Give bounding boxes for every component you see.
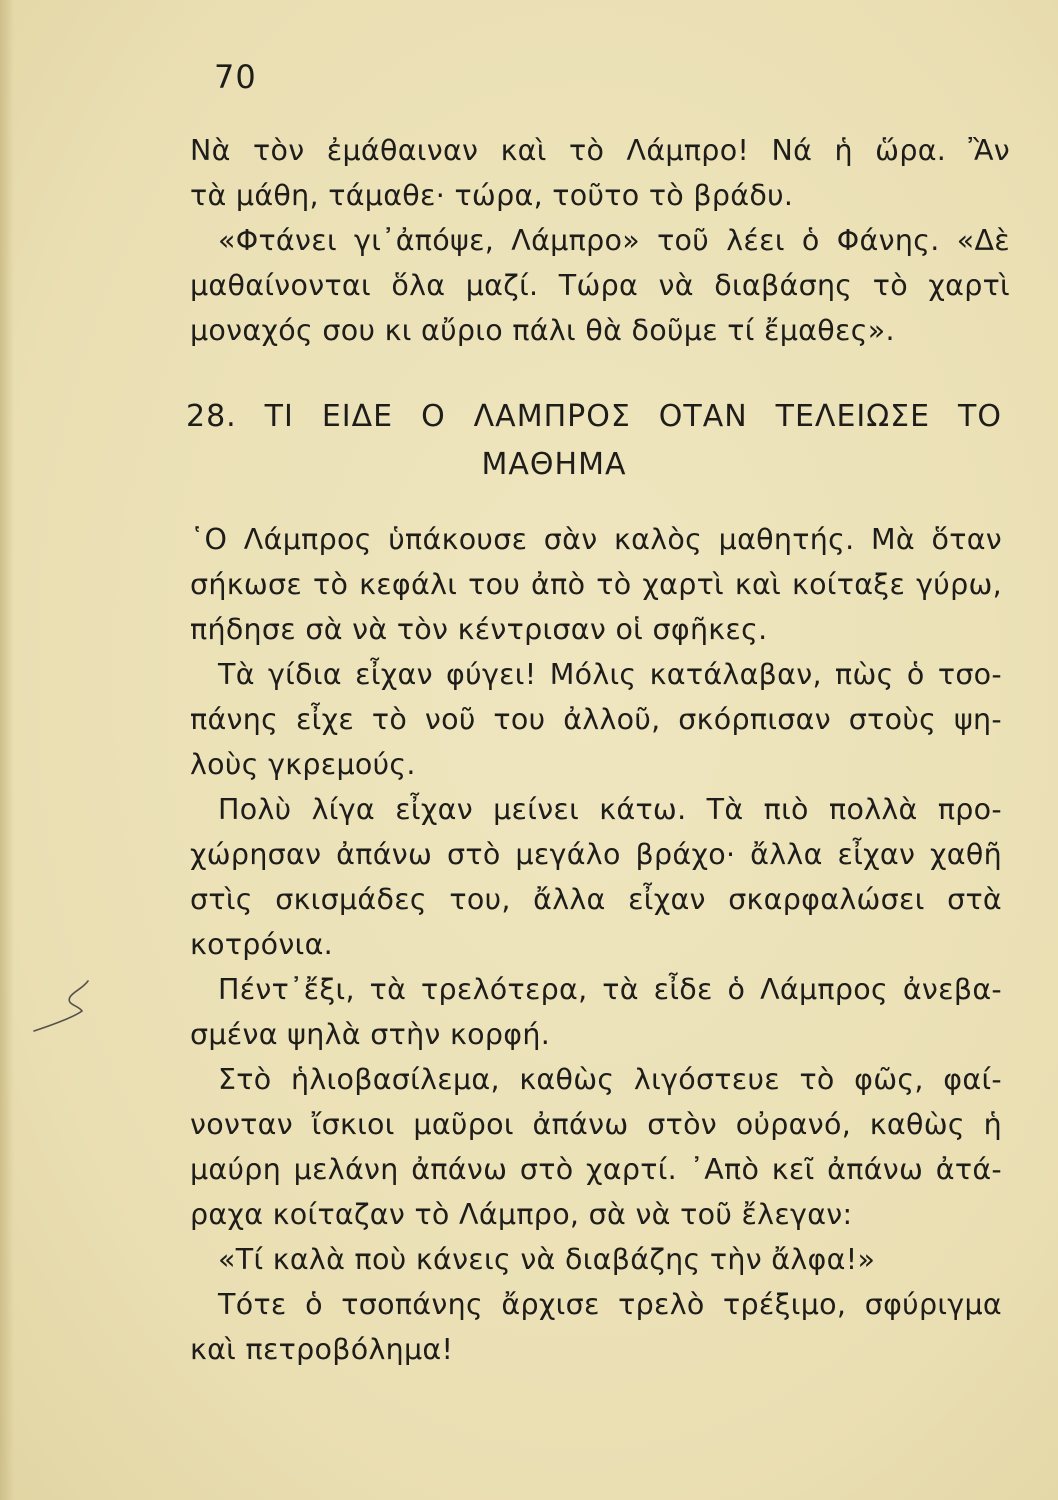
text-line: «Φτάνει γι᾿ἀπόψε, Λάμπρο» τοῦ λέει ὁ Φάνης. «Δὲ <box>218 224 1010 257</box>
text-line: μοναχός σου κι αὔριο πάλι θὰ δοῦμε τί ἔμαθες». <box>190 314 895 347</box>
top-paragraph <box>190 128 1010 353</box>
text-line: σμένα ψηλὰ στὴν κορφή. <box>190 1018 551 1051</box>
text-line: χώρησαν ἀπάνω στὸ μεγάλο βράχο· ἄλλα εἶχαν χαθῆ <box>190 838 1002 871</box>
text-line: «Τί καλὰ ποὺ κάνεις νὰ διαβάζης τὴν ἄλφα!» <box>218 1243 876 1276</box>
text-line: πάνης εἶχε τὸ νοῦ του ἀλλοῦ, σκόρπισαν στοὺς ψη- <box>190 703 1002 736</box>
chapter-heading-line: 28. ΤΙ ΕΙΔΕ Ο ΛΑΜΠΡΟΣ ΟΤΑΝ ΤΕΛΕΙΩΣΕ ΤΟ <box>186 399 1002 434</box>
text-line: καὶ πετροβόλημα! <box>190 1333 454 1366</box>
text-line: τὰ μάθη, τάμαθε· τώρα, τοῦτο τὸ βράδυ. <box>190 179 794 212</box>
text-line: στὶς σκισμάδες του, ἄλλα εἶχαν σκαρφαλώσει στὰ <box>190 883 1002 916</box>
chapter-heading-line: ΜΑΘΗΜΑ <box>481 447 627 482</box>
chapter-heading <box>186 393 1002 489</box>
text-line: Πέντ᾿ἔξι, τὰ τρελότερα, τὰ εἶδε ὁ Λάμπρος ἀνεβα- <box>218 973 1002 1006</box>
text-line: ραχα κοίταζαν τὸ Λάμπρο, σὰ νὰ τοῦ ἔλεγαν: <box>190 1198 853 1231</box>
text-line: λοὺς γκρεμούς. <box>190 748 416 781</box>
text-line: νονταν ἴσκιοι μαῦροι ἀπάνω στὸν οὐρανό, καθὼς ἡ <box>190 1108 1002 1141</box>
text-line: Νὰ τὸν ἐμάθαιναν καὶ τὸ Λάμπρο! Νά ἡ ὥρα. Ἂν <box>190 134 1010 167</box>
text-line: Τὰ γίδια εἶχαν φύγει! Μόλις κατάλαβαν, πὼς ὁ τσο- <box>218 658 1002 691</box>
text-line: Πολὺ λίγα εἶχαν μείνει κάτω. Τὰ πιὸ πολλὰ προ- <box>218 793 1002 826</box>
text-line: μαθαίνονται ὅλα μαζί. Τώρα νὰ διαβάσης τὸ χαρτὶ <box>190 269 1010 302</box>
chapter-body <box>190 517 1002 1372</box>
page-binding-edge <box>0 0 14 1500</box>
text-line: μαύρη μελάνη ἀπάνω στὸ χαρτί. ᾿Απὸ κεῖ ἀπάνω ἀτά- <box>190 1153 1002 1186</box>
handwritten-margin-mark <box>30 975 100 1035</box>
text-line: Στὸ ἡλιοβασίλεμα, καθὼς λιγόστευε τὸ φῶς, φαί- <box>218 1063 1002 1096</box>
text-line: πήδησε σὰ νὰ τὸν κέντρισαν οἱ σφῆκες. <box>190 613 768 646</box>
page-number: 70 <box>214 58 257 96</box>
text-line: Τότε ὁ τσοπάνης ἄρχισε τρελὸ τρέξιμο, σφύριγμα <box>218 1288 1002 1321</box>
text-line: σήκωσε τὸ κεφάλι του ἀπὸ τὸ χαρτὶ καὶ κοίταξε γύρω, <box>190 568 1002 601</box>
text-line: ῾Ο Λάμπρος ὑπάκουσε σὰν καλὸς μαθητής. Μὰ ὅταν <box>190 523 1002 556</box>
text-line: κοτρόνια. <box>190 928 334 961</box>
